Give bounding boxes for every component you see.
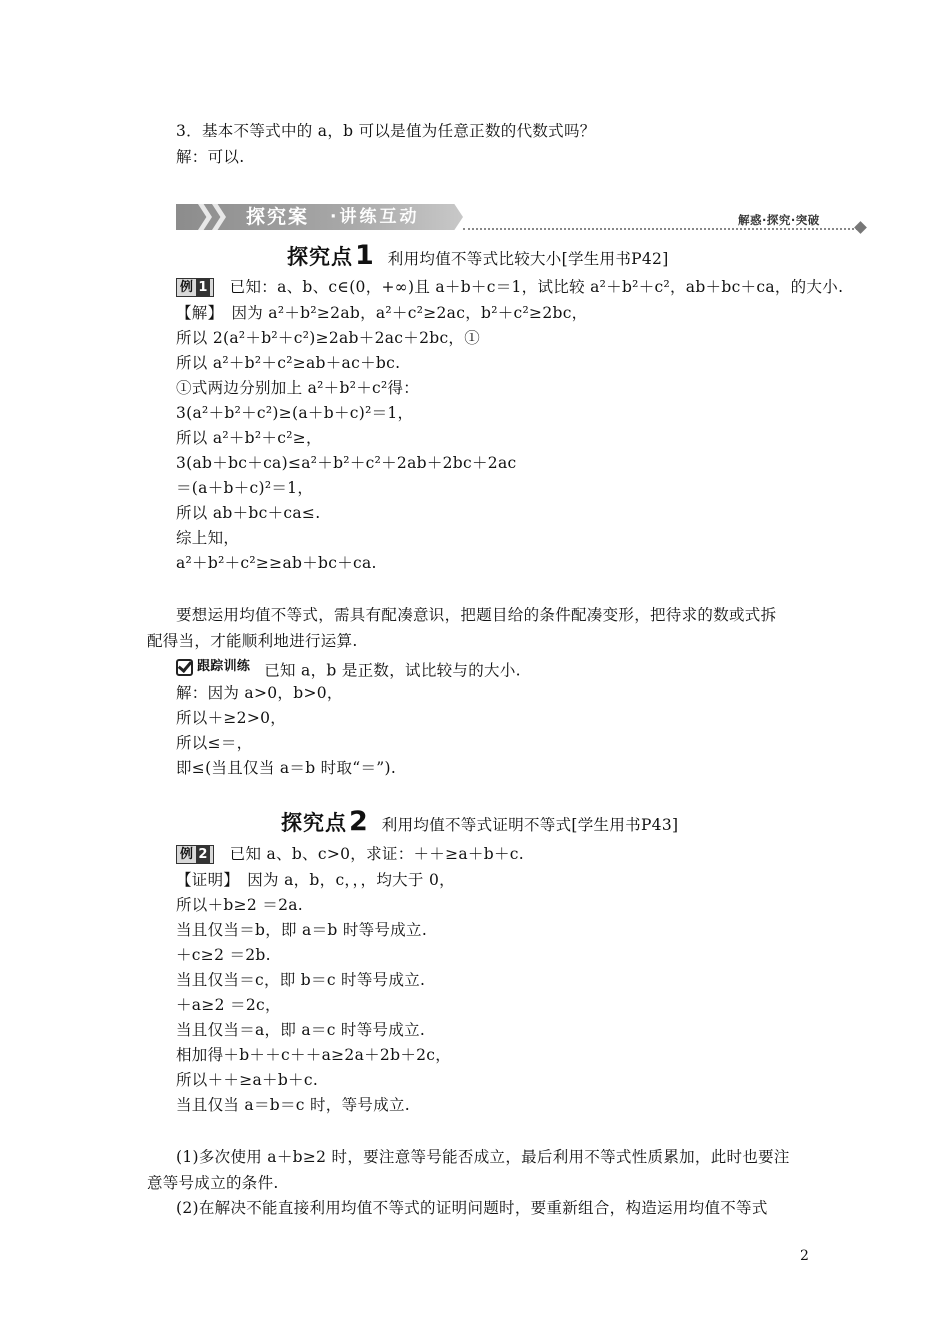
solution-line: a²＋b²＋c²≥≥ab＋bc＋ca. xyxy=(176,554,377,572)
method-note-line: (1)多次使用 a＋b≥2 时，要注意等号能否成立，最后利用不等式性质累加，此时也要注 xyxy=(176,1148,790,1166)
proof-line: 当且仅当＝c，即 b＝c 时等号成立. xyxy=(176,971,426,989)
example1-problem-line xyxy=(176,276,843,298)
example-label: 例 xyxy=(180,847,194,862)
proof-line: 【证明】 因为 a，b，c，，，均大于 0， xyxy=(176,871,455,889)
proof-line: 当且仅当 a＝b＝c 时，等号成立. xyxy=(176,1096,411,1114)
section1-number: 1 xyxy=(355,240,374,271)
section1-heading xyxy=(287,240,669,271)
follow-up-line: 所以≤＝， xyxy=(176,734,253,752)
checkmark-icon xyxy=(176,659,193,676)
solution-line: 综上知， xyxy=(176,529,240,547)
section1-subtitle: 利用均值不等式比较大小[学生用书P42] xyxy=(387,250,669,268)
section2-number: 2 xyxy=(349,806,368,837)
chevron-icon xyxy=(212,204,226,230)
proof-line: 相加得＋b＋＋c＋＋a≥2a＋2b＋2c， xyxy=(176,1046,452,1064)
proof-line: 所以＋＋≥a＋b＋c. xyxy=(176,1071,319,1089)
section2-subtitle: 利用均值不等式证明不等式[学生用书P43] xyxy=(381,816,679,834)
method-note-line: 意等号成立的条件. xyxy=(147,1174,279,1192)
solution-line: ①式两边分别加上 a²＋b²＋c²得： xyxy=(176,379,420,397)
solution-line: 所以 ab＋bc＋ca≤. xyxy=(176,504,321,522)
diamond-icon xyxy=(854,221,867,234)
follow-up-problem-line xyxy=(176,656,521,682)
example1-problem: 已知：a、b、c∈(0，+∞)且 a＋b＋c＝1，试比较 a²＋b²＋c²，ab＋bc＋ca，的大小. xyxy=(229,278,844,296)
solution-line: 【解】 因为 a²＋b²≥2ab，a²＋c²≥2ac，b²＋c²≥2bc， xyxy=(176,304,588,322)
page-number: 2 xyxy=(800,1248,809,1264)
banner-dotted-rule xyxy=(463,228,858,230)
intro-question: 3．基本不等式中的 a，b 可以是值为任意正数的代数式吗？ xyxy=(176,122,596,140)
method-note-line: 要想运用均值不等式，需具有配凑意识，把题目给的条件配凑变形，把待求的数或式拆 xyxy=(176,606,777,624)
solution-line: 所以 a²＋b²＋c²≥， xyxy=(176,429,322,447)
proof-line: 所以＋b≥2 ＝2a. xyxy=(176,896,304,914)
proof-line: 当且仅当＝b，即 a＝b 时等号成立. xyxy=(176,921,428,939)
follow-up-problem: 已知 a，b 是正数，试比较与的大小. xyxy=(264,661,521,680)
banner-right-label: 解惑·探究·突破 xyxy=(738,213,820,227)
method-note-line: 配得当，才能顺利地进行运算. xyxy=(147,632,358,650)
proof-line: ＋c≥2 ＝2b. xyxy=(176,946,271,964)
section1-title: 探究点 xyxy=(287,245,353,269)
example-label: 例 xyxy=(180,280,194,295)
example1-badge xyxy=(176,278,214,297)
intro-answer: 解：可以. xyxy=(176,148,245,166)
solution-line: 所以 a²＋b²＋c²≥ab＋ac＋bc. xyxy=(176,354,401,372)
example2-problem-line xyxy=(176,843,524,865)
method-note-line: (2)在解决不能直接利用均值不等式的证明问题时，要重新组合，构造运用均值不等式 xyxy=(176,1199,768,1217)
proof-line: ＋a≥2 ＝2c， xyxy=(176,996,281,1014)
follow-up-label: 跟踪训练 xyxy=(197,659,251,674)
follow-up-line: 解：因为 a>0，b>0， xyxy=(176,684,343,702)
section2-heading xyxy=(281,806,678,837)
follow-up-line: 所以＋≥2>0， xyxy=(176,709,287,727)
solution-line: 3(ab＋bc＋ca)≤a²＋b²＋c²＋2ab＋2bc＋2ac xyxy=(176,454,517,472)
proof-line: 当且仅当＝a，即 a＝c 时等号成立. xyxy=(176,1021,426,1039)
banner-subtitle: ·讲练互动 xyxy=(330,207,420,227)
example2-problem: 已知 a、b、c>0，求证：＋＋≥a＋b＋c. xyxy=(229,845,524,863)
solution-line: 所以 2(a²＋b²＋c²)≥2ab＋2ac＋2bc，① xyxy=(176,329,481,347)
solution-line: 3(a²＋b²＋c²)≥(a＋b＋c)²＝1， xyxy=(176,404,414,422)
follow-up-line: 即≤(当且仅当 a＝b 时取“＝”). xyxy=(176,759,397,777)
section2-title: 探究点 xyxy=(281,811,347,835)
solution-line: ＝(a＋b＋c)²＝1， xyxy=(176,479,314,497)
example-number: 2 xyxy=(198,847,208,862)
follow-up-badge xyxy=(176,656,250,678)
banner-title: 探究案 xyxy=(246,206,310,228)
example2-badge xyxy=(176,845,214,864)
example-number: 1 xyxy=(198,280,208,295)
chevron-icon xyxy=(198,204,212,230)
section-banner xyxy=(176,204,463,230)
